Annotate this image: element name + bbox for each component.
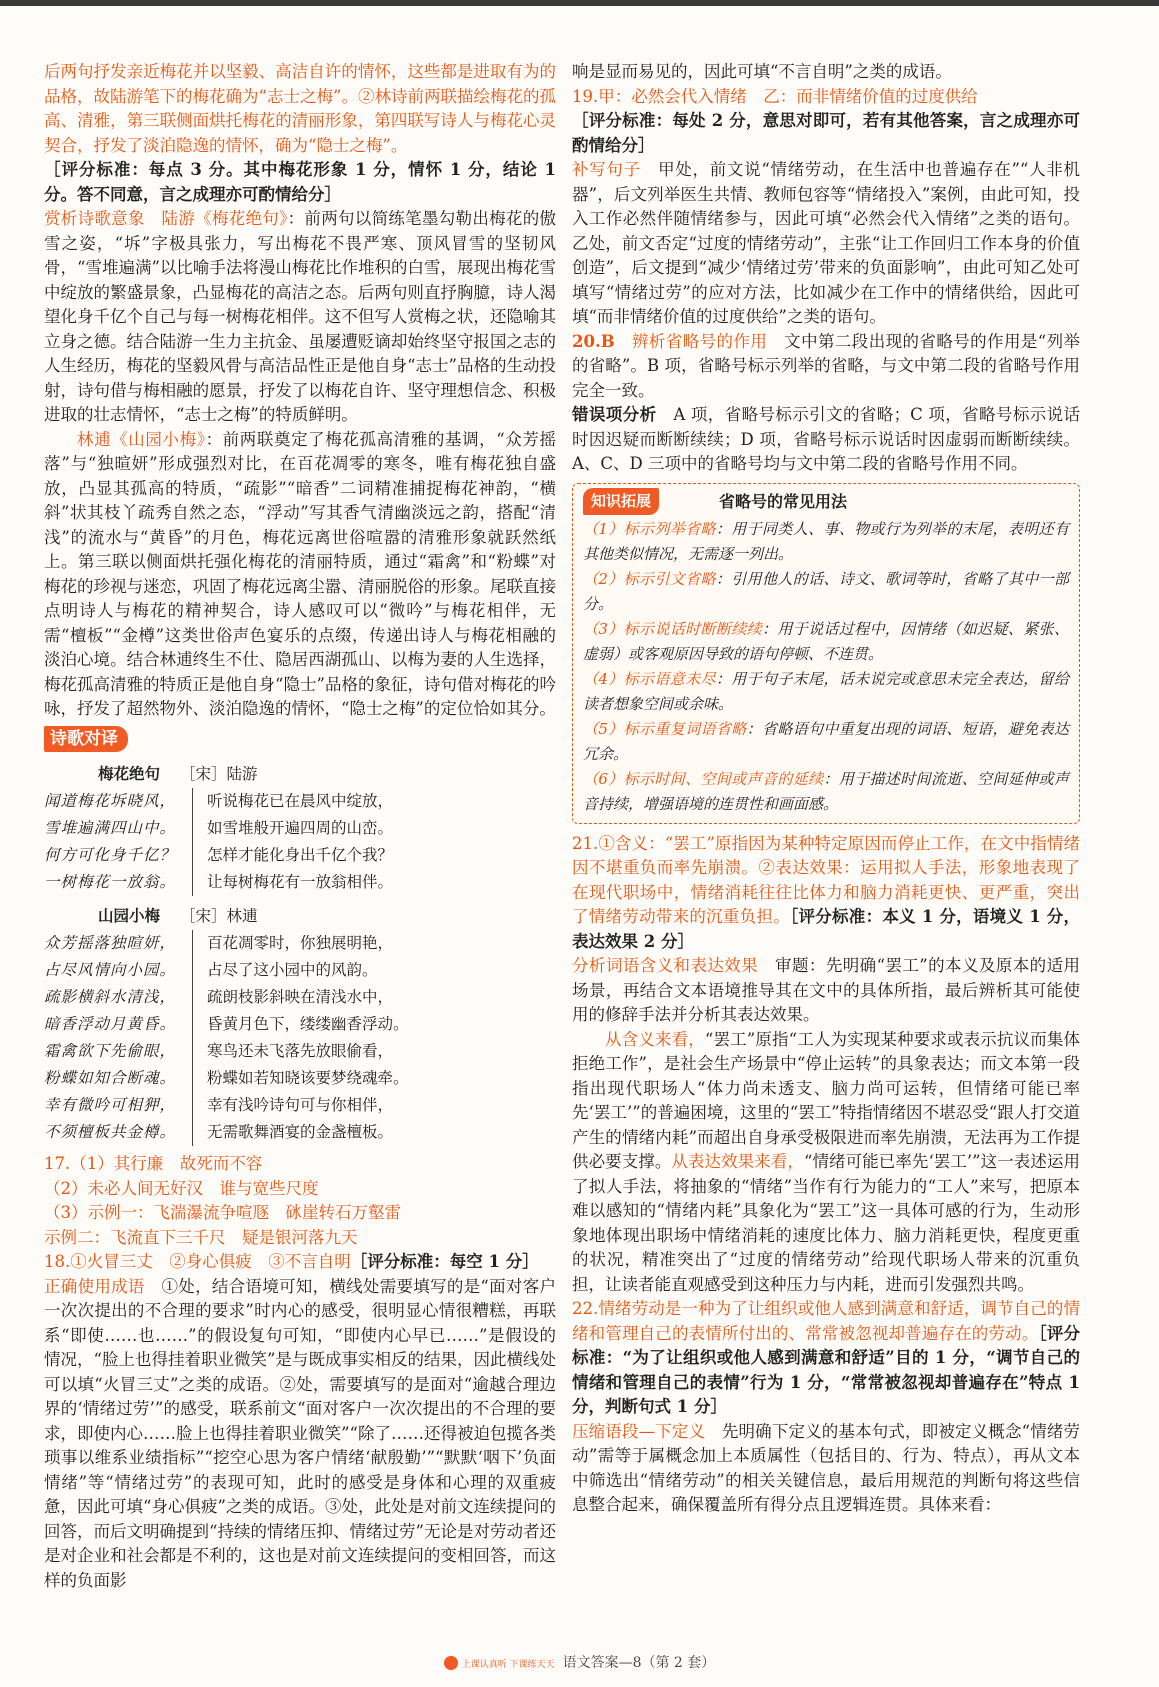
poem-divider <box>192 957 201 984</box>
poem-author: ［宋］陆游 <box>180 765 258 783</box>
answer-18-key: 18.①火冒三丈 ②身心俱疲 ③不言自明 <box>44 1252 351 1271</box>
knowledge-extension-box <box>572 483 1080 824</box>
poem-line <box>44 930 556 957</box>
page-number: 语文答案—8（第 2 套） <box>562 1655 716 1671</box>
poem-divider <box>192 788 201 815</box>
poem-line <box>44 1119 556 1146</box>
knowledge-item-head: （3）标示说话时断断续续 <box>583 619 762 638</box>
answer-18-head: 正确使用成语 <box>44 1276 145 1296</box>
poem-divider <box>192 984 201 1011</box>
poem-original: 占尽风情向小园。 <box>44 961 177 979</box>
poem-translation: 粉蝶如若知晓该要梦绕魂牵。 <box>207 1069 409 1087</box>
knowledge-item-body: ：省略语句中重复出现的词语、短语，避免表达冗余。 <box>583 719 1069 763</box>
analysis-lin-bu <box>44 428 556 722</box>
poem-original: 雪堆遍满四山中。 <box>44 819 177 837</box>
poem-line <box>44 1011 556 1038</box>
knowledge-item-body: ：用于同类人、事、物或行为列举的末尾，表明还有其他类似情况，无需逐一列出。 <box>583 519 1069 563</box>
poem-original: 粉蝶如知合断魂。 <box>44 1069 177 1087</box>
answer-19-head: 补写句子 <box>572 160 641 179</box>
poem-divider <box>192 1038 201 1065</box>
answer-17-line-4: 示例二：飞流直下三千尺 疑是银河落九天 <box>44 1227 358 1247</box>
answer-20-head: 辨析省略号的作用 <box>631 331 768 351</box>
knowledge-box-tag: 知识拓展 <box>583 488 659 515</box>
poem-divider <box>192 1092 201 1119</box>
answer-20-error-body: A 项，省略号标示引文的省略；C 项，省略号标示说话时因迟疑而断断续续；D 项，省略号标示说话时因虚弱而断断续续。A、C、D 三项中的省略号均与文中第二段的省略号作用不同。 <box>572 405 1081 473</box>
answer-21-head: 分析词语含义和表达效果 <box>572 956 759 975</box>
publisher-logo-icon <box>444 1656 458 1670</box>
poem-original: 众芳摇落独暄妍， <box>44 934 177 952</box>
answer-22-score: ［评分标准：“为了让组织或他人感到满意和舒适”目的 1 分，“调节自己的情绪和管理自己的表情”行为 1 分，“常常被忽视却普遍存在”特点 1 分，判断句式 1 分］ <box>572 1323 1081 1416</box>
publisher-slogan: 上课认真听 下课练天天 <box>461 1659 555 1670</box>
analysis-lu-you-body: ：前两句以简练笔墨勾勒出梅花的傲雪之姿，“坼”字极具张力，写出梅花不畏严寒、顶风冒雪的坚韧风骨，“雪堆遍满”以比喻手法将漫山梅花比作堆积的白雪，展现出梅花雪中绽放的繁盛景象，凸显梅花的高洁之态。后两句则直抒胸臆，诗人渴望化身千亿个自己与每一树梅花相伴。这不但写人赏梅之状，还隐喻其立身之德。结合陆游一生力主抗金、虽屡遭贬谪却始终坚守报国之志的人生经历，梅花的坚毅风骨与高洁品性正是他自身“志士”品格的生动投射，诗句借与梅相融的愿景，抒发了以梅花自许、坚守理想信念、积极进取的壮志情怀，“志士之梅”的特质鲜明。 <box>44 209 557 424</box>
knowledge-item <box>583 517 1069 567</box>
answer-22-body: 先明确下定义的基本句式，即被定义概念“情绪劳动”需等于属概念加上本质属性（包括目的、行为、特点），再从文本中筛选出“情绪劳动”的相关关键信息，最后用规范的判断句将这些信息整合起来，确保覆盖所有得分点且逻辑连贯。具体来看： <box>572 1421 1080 1514</box>
answer-21-score: ［评分标准：本义 1 分，语境义 1 分，表达效果 2 分］ <box>572 907 1080 951</box>
analysis-lu-you-head: 赏析诗歌意象 陆游《梅花绝句》 <box>44 209 288 228</box>
knowledge-item <box>583 667 1069 717</box>
poem-line <box>44 1092 556 1119</box>
knowledge-item <box>583 767 1069 817</box>
poem-line <box>44 788 556 815</box>
poem-divider <box>192 815 201 842</box>
poem-translation: 寒鸟还未飞落先放眼偷看， <box>207 1042 394 1060</box>
knowledge-item-head: （4）标示语意未尽 <box>583 669 716 688</box>
poem-original: 闻道梅花坼晓风， <box>44 792 177 810</box>
poem-divider <box>192 1011 201 1038</box>
knowledge-box-header <box>583 488 1069 515</box>
poem-translation: 怎样才能化身出千亿个我？ <box>207 846 394 864</box>
poem-author: ［宋］林逋 <box>180 907 258 925</box>
poem-line <box>44 869 556 896</box>
poem-heading <box>44 760 556 788</box>
answer-18 <box>44 1250 556 1275</box>
answer-22-head: 压缩语段—下定义 <box>572 1421 706 1441</box>
poem-translation: 如雪堆般开遍四周的山峦。 <box>207 819 394 837</box>
poem-line <box>44 957 556 984</box>
poem-original: 疏影横斜水清浅， <box>44 988 177 1006</box>
knowledge-item <box>583 717 1069 767</box>
answer-18-score: ［评分标准：每空 1 分］ <box>350 1252 539 1271</box>
answer-21-detail-head: 从含义来看， <box>605 1029 705 1049</box>
poem-translation-badge: 诗歌对译 <box>44 726 128 753</box>
poem-line <box>44 815 556 842</box>
answer-21 <box>572 832 1080 955</box>
poem-divider <box>192 1065 201 1092</box>
poem-heading <box>44 902 556 930</box>
knowledge-item <box>583 617 1069 667</box>
answer-19-score: ［评分标准：每处 2 分，意思对即可，若有其他答案，言之成理亦可酌情给分］ <box>572 111 1080 155</box>
poem-title: 山园小梅 <box>98 906 161 925</box>
knowledge-item-body: ：用于描述时间流逝、空间延伸或声音持续，增强语境的连贯性和画面感。 <box>583 769 1069 813</box>
answer-17-line-1: 17.（1）其行廉 故死而不容 <box>44 1154 263 1173</box>
answer-19-analysis <box>572 158 1080 330</box>
answer-18-analysis <box>44 1275 556 1594</box>
answer-21-detail-body: “罢工”原指“工人为实现某种要求或表示抗议而集体拒绝工作”，是社会生产场景中“停止运转”的具象表达；而文本第一段指出现代职场人“体力尚未透支、脑力尚可运转，但情绪可能已率先‘罢工’”的普遍困境，这里的“罢工”特指情绪因不堪忍受“跟人打交道产生的情绪内耗”而超出自身承受极限进而率先崩溃，无法再为工作提供必要支撑。 <box>572 1029 1081 1171</box>
poem-title: 梅花绝句 <box>98 764 161 783</box>
poem-translation: 疏朗枝影斜映在清浅水中， <box>207 988 394 1006</box>
poem-line <box>44 842 556 869</box>
left-column <box>44 60 556 1593</box>
answer-21-effect-body: “情绪可能已率先‘罢工’”这一表述运用了拟人手法，将抽象的“情绪”当作有行为能力的“工人”来写，把原本难以感知的“情绪内耗”具象化为“罢工”这一具体可感的行为，生动形象地体现出职场中情绪消耗的速度比体力、脑力消耗更快，程度更重的状况，精准突出了“过度的情绪劳动”给现代职场人带来的沉重负担，让读者能直观感受到这种压力与内耗，进而引发强烈共鸣。 <box>572 1152 1081 1294</box>
answer-21-body: 审题：先明确“罢工”的本义及原本的适用场景，再结合文本语境推导其在文中的具体所指，最后辨析其可能使用的修辞手法并分析其表达效果。 <box>572 956 1081 1024</box>
poem-original: 暗香浮动月黄昏。 <box>44 1015 177 1033</box>
poem-line <box>44 1038 556 1065</box>
knowledge-item-body: ：引用他人的话、诗文、歌词等时，省略了其中一部分。 <box>583 569 1069 613</box>
knowledge-item-head: （5）标示重复词语省略 <box>583 719 747 738</box>
knowledge-item-head: （6）标示时间、空间或声音的延续 <box>583 769 824 788</box>
knowledge-item-body: ：用于说话过程中，因情绪（如迟疑、紧张、虚弱）或客观原因导致的语句停顿、不连贯。 <box>583 619 1069 663</box>
poem-divider <box>192 842 201 869</box>
answer-20-body: 文中第二段出现的省略号的作用是“列举的省略”。B 项，省略号标示列举的省略，与文中第二段的省略号作用完全一致。 <box>572 331 1081 400</box>
top-edge-band <box>0 0 1159 6</box>
poem-plum-quatrain <box>44 760 556 896</box>
poem-divider <box>192 930 201 957</box>
poem-translation: 无需歌舞酒宴的金盏檀板。 <box>207 1123 394 1141</box>
answer-21-effect-head: 从表达效果来看， <box>671 1152 804 1171</box>
answer-19-key: 19.甲：必然会代入情绪 乙：而非情绪价值的过度供给 <box>572 86 978 106</box>
poem-mountain-garden-plum <box>44 902 556 1146</box>
page-footer <box>0 1652 1159 1672</box>
answer-17-line-3: （3）示例一：飞湍瀑流争喧豗 砯崖转石万壑雷 <box>44 1203 401 1222</box>
analysis-lu-you <box>44 207 556 428</box>
poem-original: 幸有微吟可相狎， <box>44 1096 177 1114</box>
poem-divider <box>192 869 201 896</box>
answer-16-tail: 后两句抒发亲近梅花并以坚毅、高洁自许的情怀，这些都是进取有为的品格，故陆游笔下的梅花确为“志士之梅”。②林诗前两联描绘梅花的孤高、清雅，第三联侧面烘托梅花的清丽形象，第四联写诗人与梅花心灵契合，抒发了淡泊隐逸的情怀，确为“隐士之梅”。 <box>44 62 556 155</box>
analysis-lin-bu-body: ：前两联奠定了梅花孤高清雅的基调，“众芳摇落”与“独暄妍”形成强烈对比，在百花凋零的寒冬，唯有梅花独自盛放，凸显其孤高的特质，“疏影”“暗香”二词精准捕捉梅花神韵，“横斜”状其枝丫疏秀自然之态，“浮动”写其香气清幽淡远之韵，搭配“清浅”的流水与“黄昏”的月色，梅花远离世俗喧嚣的清雅形象就跃然纸上。第三联以侧面烘托强化梅花的清丽特质，通过“霜禽”和“粉蝶”对梅花的珍视与迷恋，巩固了梅花远离尘嚣、清丽脱俗的形象。尾联直接点明诗人与梅花的精神契合，诗人感叹可以“微吟”与梅花相伴，无需“檀板”“金樽”这类世俗声色宴乐的点缀，传递出诗人与梅花相融的淡泊心境。结合林逋终生不仕、隐居西湖孤山、以梅为妻的人生选择，梅花孤高清雅的特质正是他自身“隐士”品格的象征，诗句借对梅花的吟咏，抒发了超然物外、淡泊隐逸的情怀，“隐士之梅”的定位恰如其分。 <box>44 429 557 718</box>
answer-20-error-analysis <box>572 403 1080 477</box>
poem-line <box>44 1065 556 1092</box>
poem-translation: 让每树梅花有一放翁相伴。 <box>207 873 394 891</box>
analysis-lin-bu-head: 林逋《山园小梅》 <box>77 429 206 449</box>
answer-20-error-head: 错误项分析 <box>572 405 657 424</box>
knowledge-item-head: （2）标示引文省略 <box>583 569 716 588</box>
answer-21-analysis <box>572 954 1080 1028</box>
answer-19-body: 甲处，前文说“情绪劳动，在生活中也普遍存在”“人非机器”，后文列举医生共情、教师包容等“情绪投入”案例，由此可知，投入工作必然伴随情绪参与，因此可填“必然会代入情绪”之类的语句。乙处，前文否定“过度的情绪劳动”，主张“让工作回归工作本身的价值创造”，后文提到“减少‘情绪过劳’带来的负面影响”，由此可知乙处可填写“情绪过劳”的应对方法，比如减少在工作中的情绪供给，因此可填“而非情绪价值的过度供给”之类的语句。 <box>572 160 1080 326</box>
answer-22-analysis <box>572 1420 1080 1518</box>
answer-16-score: ［评分标准：每点 3 分。其中梅花形象 1 分，情怀 1 分，结论 1 分。答不同意，言之成理亦可酌情给分］ <box>44 160 556 204</box>
poem-line <box>44 984 556 1011</box>
right-column <box>572 60 1080 1518</box>
poem-translation: 占尽了这小园中的风韵。 <box>207 961 378 979</box>
knowledge-item-head: （1）标示列举省略 <box>583 519 716 538</box>
answer-18-tail: 响是显而易见的，因此可填“不言自明”之类的成语。 <box>572 62 952 81</box>
answer-21-detail <box>572 1028 1080 1298</box>
poem-translation: 昏黄月色下，缕缕幽香浮动。 <box>207 1015 409 1033</box>
answer-20-key: 20.B <box>572 331 615 351</box>
answer-18-body: ①处，结合语境可知，横线处需要填写的是“面对客户一次次提出的不合理的要求”时内心的感受，很明显心情很糟糕，再联系“即使……也……”的假设复句可知，“即使内心早已……”是假设的情况，“脸上也得挂着职业微笑”是与既成事实相反的结果，因此横线处可以填“火冒三丈”之类的成语。②处，需要填写的是面对“逾越合理边界的‘情绪过劳’”的感受，联系前文“面对客户一次次提出的不合理的要求，即使内心……脸上也得挂着职业微笑”“除了……还得被迫包揽各类琐事以维系业绩指标”“挖空心思为客户情绪‘献殷勤’”“默默‘咽下’负面情绪”等“情绪过劳”的表现可知，此时的感受是身体和心理的双重疲惫，因此可填“身心俱疲”之类的成语。③处，此处是对前文连续提问的回答，而后文明确提到“持续的情绪压抑、情绪过劳”无论是对劳动者还是对企业和社会都是不利的，这也是对前文连续提问的变相回答，而这样的负面影 <box>44 1276 557 1590</box>
answer-22 <box>572 1297 1080 1420</box>
answer-22-key: 22.情绪劳动是一种为了让组织或他人感到满意和舒适，调节自己的情绪和管理自己的表情所付出的、常常被忽视却普遍存在的劳动。 <box>572 1299 1080 1343</box>
answer-21-key: 21.①含义：“罢工”原指因为某种特定原因而停止工作，在文中指情绪因不堪重负而率先崩溃。②表达效果：运用拟人手法，形象地表现了在现代职场中，情绪消耗往往比体力和脑力消耗更快、更严重，突出了情绪劳动带来的沉重负担。 <box>572 833 1080 926</box>
knowledge-item <box>583 567 1069 617</box>
poem-translation: 听说梅花已在晨风中绽放， <box>207 792 394 810</box>
knowledge-box-title: 省略号的常见用法 <box>719 491 848 511</box>
poem-original: 霜禽欲下先偷眼， <box>44 1042 177 1060</box>
answer-17-line-2: （2）未必人间无好汉 谁与宽些尺度 <box>44 1178 319 1198</box>
answer-20 <box>572 330 1080 404</box>
poem-translation: 百花凋零时，你独展明艳， <box>207 934 394 952</box>
poem-translation: 幸有浅吟诗句可与你相伴， <box>207 1096 394 1114</box>
poem-original: 不须檀板共金樽。 <box>44 1123 177 1141</box>
knowledge-item-body: ：用于句子末尾，话未说完或意思未完全表达，留给读者想象空间或余味。 <box>583 669 1069 713</box>
poem-original: 何方可化身千亿？ <box>44 846 177 864</box>
poem-divider <box>192 1119 201 1146</box>
poem-original: 一树梅花一放翁。 <box>44 873 177 891</box>
